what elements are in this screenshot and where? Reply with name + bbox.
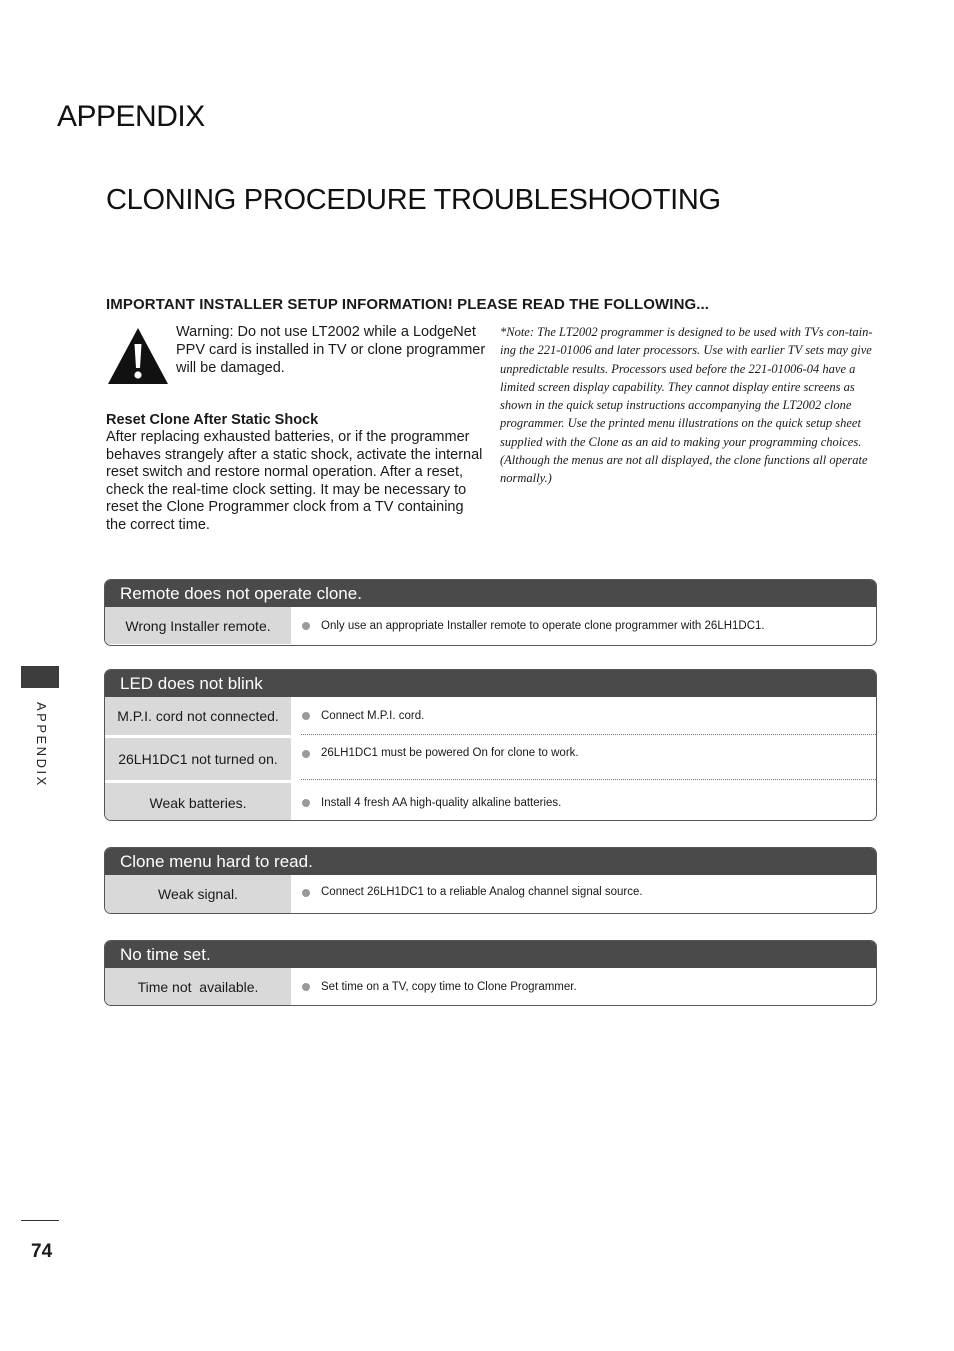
solution-text: Connect 26LH1DC1 to a reliable Analog channel signal source. — [321, 886, 643, 898]
section-heading: No time set. — [105, 941, 876, 968]
solution-text: Set time on a TV, copy time to Clone Programmer. — [321, 980, 577, 993]
warning-text: Warning: Do not use LT2002 while a LodgeNet PPV card is installed in TV or clone programmer will be damaged. — [176, 324, 486, 376]
footer-rule — [21, 1220, 59, 1221]
solution-cell — [291, 607, 876, 644]
table-row — [105, 697, 876, 735]
solution-cell — [291, 783, 876, 821]
section-title: APPENDIX — [57, 100, 205, 133]
solution-cell — [291, 697, 876, 735]
sidebar-label: APPENDIX — [34, 702, 49, 788]
section-heading: LED does not blink — [105, 670, 876, 697]
table-row — [105, 968, 876, 1005]
section-clone-menu-hard-to-read — [104, 847, 877, 914]
warning-triangle-icon — [106, 326, 170, 386]
processor-note: *Note: The LT2002 programmer is designed to be used with TVs con-tain-ing the 221-01006 and later processors. Use with earlier TV sets may give unpredictable results. Processors used before the 221-01006-04 have a limited screen display capability. They cannot display entire screens as shown in the quick setup instructions accompanying the LT2002 clone programmer. Use the printed menu illustrations on the quick setup sheet supplied with the Clone as an aid to making your programming choices. (Although the menus are not all displayed, the clone functions all operate normally.) — [500, 325, 873, 486]
solution-text: Install 4 fresh AA high-quality alkaline batteries. — [321, 796, 562, 809]
sidebar-tab-marker — [21, 666, 59, 688]
problem-cell: Weak signal. — [105, 875, 291, 913]
table-row — [105, 738, 876, 780]
section-remote-not-operating — [104, 579, 877, 646]
problem-cell: 26LH1DC1 not turned on. — [105, 738, 291, 780]
bullet-icon — [302, 799, 310, 807]
section-no-time-set — [104, 940, 877, 1006]
problem-cell: Weak batteries. — [105, 783, 291, 821]
page-number: 74 — [31, 1241, 53, 1262]
bullet-icon — [302, 983, 310, 991]
table-row — [105, 607, 876, 644]
row-divider — [301, 734, 876, 735]
bullet-icon — [302, 712, 310, 720]
bullet-icon — [302, 750, 310, 758]
solution-text: Only use an appropriate Installer remote to operate clone programmer with 26LH1DC1. — [321, 619, 765, 632]
problem-cell: Wrong Installer remote. — [105, 607, 291, 644]
solution-text: Connect M.P.I. cord. — [321, 710, 425, 722]
table-row — [105, 783, 876, 821]
problem-cell: M.P.I. cord not connected. — [105, 697, 291, 735]
solution-text: 26LH1DC1 must be powered On for clone to work. — [321, 747, 579, 759]
bullet-icon — [302, 622, 310, 630]
section-heading: Clone menu hard to read. — [105, 848, 876, 875]
important-notice: IMPORTANT INSTALLER SETUP INFORMATION! PLEASE READ THE FOLLOWING... — [106, 296, 710, 313]
section-led-not-blinking — [104, 669, 877, 821]
reset-body: After replacing exhausted batteries, or if the programmer behaves strangely after a static shock, activate the internal reset switch and restore normal operation. After a reset, check the real-time clock setting. It may be necessary to reset the Clone Programmer clock from a TV containing the correct time. — [106, 429, 483, 533]
problem-cell: Time not available. — [105, 968, 291, 1005]
reset-heading: Reset Clone After Static Shock — [106, 412, 319, 428]
section-heading: Remote does not operate clone. — [105, 580, 876, 607]
page-title: CLONING PROCEDURE TROUBLESHOOTING — [106, 184, 721, 216]
row-divider — [301, 779, 876, 780]
solution-cell — [291, 968, 876, 1005]
table-row — [105, 875, 876, 913]
solution-cell — [291, 738, 876, 780]
bullet-icon — [302, 889, 310, 897]
solution-cell — [291, 875, 876, 913]
